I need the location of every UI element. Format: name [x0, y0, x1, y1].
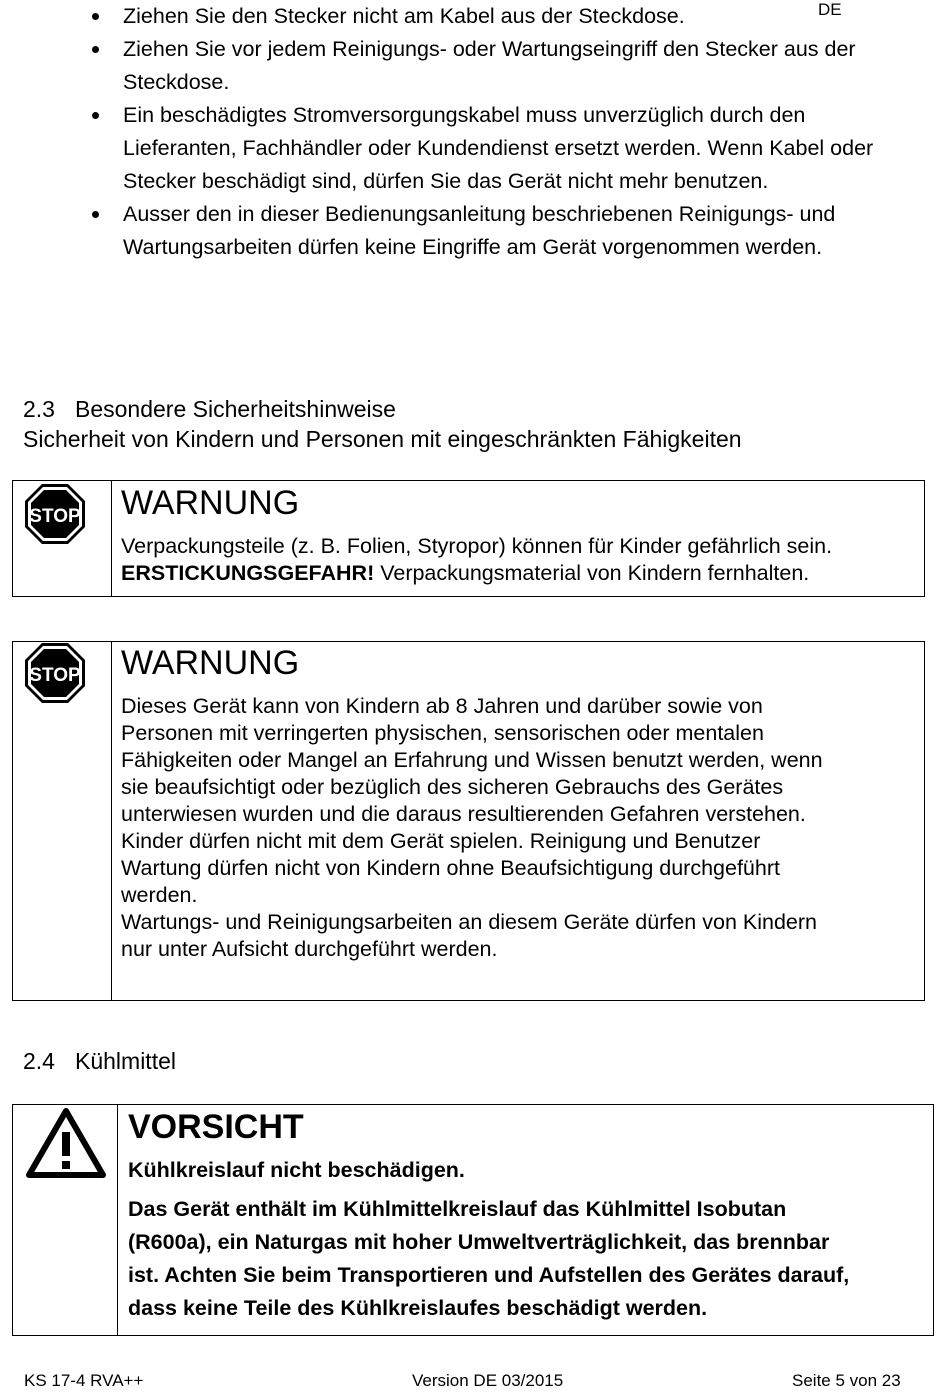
warning-triangle-icon	[26, 1108, 106, 1178]
warning-text-line: Verpackungsteile (z. B. Folien, Styropor) können für Kinder gefährlich sein.	[121, 534, 833, 558]
caution-text-line: (R600a), ein Naturgas mit hoher Umweltverträglichkeit, das brennbar	[128, 1230, 830, 1254]
caution-text-line: Das Gerät enthält im Kühlmittelkreislauf das Kühlmittel Isobutan	[128, 1197, 787, 1221]
warning-box-children	[12, 641, 925, 1001]
bullet-icon	[92, 211, 99, 218]
footer-model: KS 17-4 RVA++	[24, 1371, 144, 1390]
caution-text-line: ist. Achten Sie beim Transportieren und Aufstellen des Gerätes darauf,	[128, 1263, 850, 1287]
caution-content	[128, 1105, 933, 1335]
warning-text-line: Dieses Gerät kann von Kindern ab 8 Jahren und darüber sowie von	[121, 694, 763, 718]
caution-subtitle: Kühlkreislauf nicht beschädigen.	[128, 1158, 465, 1182]
warning-text-line: Kinder dürfen nicht mit dem Gerät spielen. Reinigung und Benutzer	[121, 829, 761, 853]
caution-box-refrigerant	[12, 1104, 934, 1336]
warning-title: WARNUNG	[121, 484, 300, 522]
section-heading-2-3	[23, 394, 396, 424]
caution-icon-cell	[13, 1105, 118, 1335]
caution-text-line: dass keine Teile des Kühlkreislaufes beschädigt werden.	[128, 1296, 708, 1320]
warning-content	[121, 642, 924, 1000]
warning-text-line: werden.	[121, 883, 198, 907]
section-title: Besondere Sicherheitshinweise	[75, 396, 396, 422]
list-item: Ziehen Sie vor jedem Reinigungs- oder Wartungseingriff den Stecker aus der Steckdose.	[0, 33, 903, 99]
footer-version: Version DE 03/2015	[412, 1371, 564, 1390]
warning-title: WARNUNG	[121, 644, 300, 682]
section-number: 2.4	[23, 1048, 55, 1074]
section-subtitle: Sicherheit von Kindern und Personen mit eingeschränkten Fähigkeiten	[23, 426, 742, 452]
list-item: Ausser den in dieser Bedienungsanleitung beschriebenen Reinigungs- und Wartungsarbeiten dürfen keine Eingriffe am Gerät vorgenommen werden.	[0, 198, 903, 264]
warning-content	[121, 481, 924, 596]
stop-sign-text: STOP	[29, 665, 81, 686]
section-title: Kühlmittel	[75, 1048, 176, 1074]
warning-box-packaging	[12, 480, 925, 597]
stop-sign-text: STOP	[29, 506, 81, 527]
caution-text	[128, 1193, 849, 1325]
warning-icon-cell	[13, 481, 112, 596]
danger-keyword: ERSTICKUNGSGEFAHR!	[121, 561, 375, 585]
bullet-icon	[92, 46, 99, 53]
bullet-icon	[92, 112, 99, 119]
warning-text-line: nur unter Aufsicht durchgeführt werden.	[121, 937, 498, 961]
warning-text-line: Fähigkeiten oder Mangel an Erfahrung und Wissen benutzt werden, wenn	[121, 748, 823, 772]
section-heading-2-4	[23, 1046, 176, 1076]
warning-text	[121, 693, 823, 963]
footer-page-number: Seite 5 von 23	[792, 1371, 901, 1390]
safety-bullet-list	[0, 0, 950, 264]
caution-title: VORSICHT	[128, 1108, 304, 1146]
warning-text-line: sie beaufsichtigt oder bezüglich des sicheren Gebrauchs des Gerätes	[121, 775, 784, 799]
warning-text-line: Wartungs- und Reinigungsarbeiten an diesem Geräte dürfen von Kindern	[121, 910, 817, 934]
section-number: 2.3	[23, 396, 55, 422]
stop-sign-icon	[24, 483, 86, 545]
warning-text-line: Personen mit verringerten physischen, sensorischen oder mentalen	[121, 721, 764, 745]
stop-sign-icon	[24, 642, 86, 704]
bullet-icon	[92, 13, 99, 20]
warning-icon-cell	[13, 642, 112, 1000]
list-item: Ziehen Sie den Stecker nicht am Kabel aus der Steckdose.	[0, 0, 903, 33]
warning-text-line: Wartung dürfen nicht von Kindern ohne Beaufsichtigung durchgeführt	[121, 856, 780, 880]
list-item: Ein beschädigtes Stromversorgungskabel muss unverzüglich durch den Lieferanten, Fachhändler oder Kundendienst ersetzt werden. Wenn Kabel oder Stecker beschädigt sind, dürfen Sie das Gerät nicht mehr benutzen.	[0, 99, 903, 198]
warning-text-line: unterwiesen wurden und die daraus resultierenden Gefahren verstehen.	[121, 802, 806, 826]
language-label: DE	[818, 0, 842, 19]
warning-text-line: ERSTICKUNGSGEFAHR! Verpackungsmaterial von Kindern fernhalten.	[121, 561, 810, 585]
